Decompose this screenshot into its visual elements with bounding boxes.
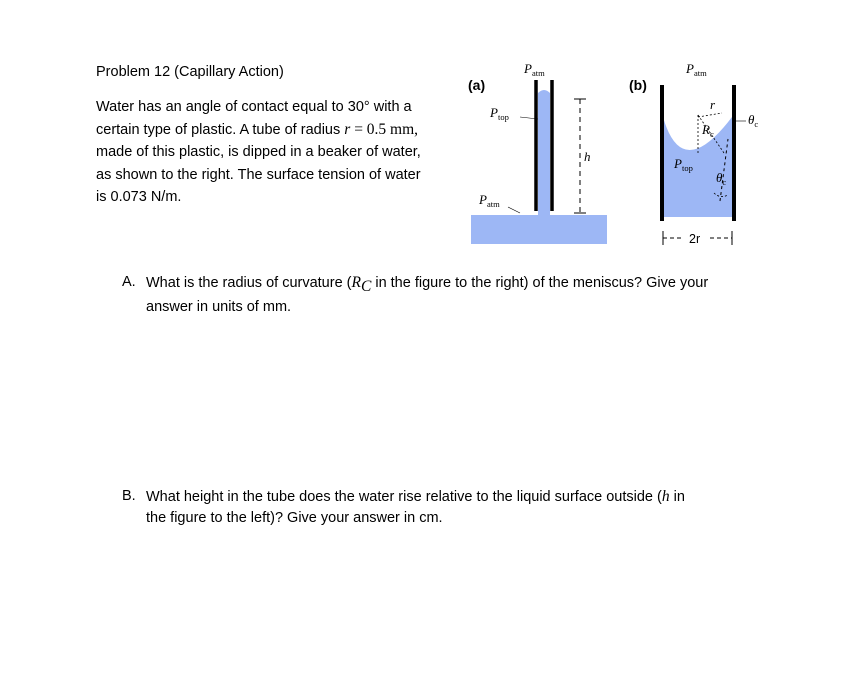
statement-line-2: [96, 119, 466, 142]
capillary-diagram: [462, 55, 782, 260]
tube-a-water: [538, 93, 550, 215]
question-a-letter: A.: [122, 274, 136, 290]
b-r-line: [698, 113, 722, 117]
question-b-line-2: the figure to the left)? Give your answer in cm.: [146, 510, 443, 526]
statement-line-2-text: certain type of plastic. A tube of radius: [96, 121, 345, 138]
b-theta-inner: θc: [716, 170, 727, 187]
question-a-line-1-start: What is the radius of curvature (: [146, 275, 352, 291]
statement-line-5: is 0.073 N/m.: [96, 189, 182, 205]
rc-subscript: C: [360, 277, 372, 295]
statement-line-4: as shown to the right. The surface tension of water: [96, 166, 421, 183]
statement-line-3: made of this plastic, is dipped in a beaker of water,: [96, 144, 421, 160]
a-ptop: Ptop: [490, 105, 509, 122]
radius-value: = 0.5 mm,: [350, 120, 419, 138]
b-rc-label: Rc: [702, 122, 714, 139]
question-b-text: [146, 486, 762, 529]
panel-a-label: (a): [468, 77, 486, 93]
h-symbol: h: [661, 488, 670, 505]
rc-symbol: R: [351, 274, 361, 291]
capillary-figure: [462, 55, 782, 260]
question-a-line-2: answer in units of mm.: [146, 298, 292, 315]
problem-title: Problem 12 (Capillary Action): [96, 64, 284, 80]
h-label: h: [584, 149, 591, 164]
statement-line-1: Water has an angle of contact equal to 30° with a: [96, 99, 412, 115]
problem-statement: [96, 96, 466, 209]
question-b-line-1: [146, 486, 762, 508]
question-a-line-1-end: in the figure to the right) of the meniscus? Give your: [371, 275, 709, 291]
question-a: [122, 272, 762, 318]
question-a-line-1: [146, 272, 762, 297]
radius-symbol: r: [344, 120, 351, 138]
panel-b-label: (b): [629, 77, 647, 93]
b-theta-c: θc: [748, 112, 759, 129]
b-2r-label: 2r: [689, 232, 701, 246]
tube-a-meniscus: [538, 90, 550, 93]
question-b-line-1-end: in: [669, 489, 685, 505]
a-patm-bottom: Patm: [479, 192, 500, 209]
b-r-label: r: [710, 97, 716, 112]
question-b: [122, 486, 762, 529]
b-patm: Patm: [686, 61, 707, 78]
question-b-line-1-start: What height in the tube does the water rise relative to the liquid surface outside (: [146, 489, 662, 505]
b-ptop: Ptop: [674, 156, 693, 173]
question-b-letter: B.: [122, 488, 136, 504]
question-a-text: [146, 272, 762, 318]
a-patm-leader: [508, 207, 520, 213]
beaker-water: [471, 215, 607, 244]
a-patm-top: Patm: [524, 61, 545, 78]
